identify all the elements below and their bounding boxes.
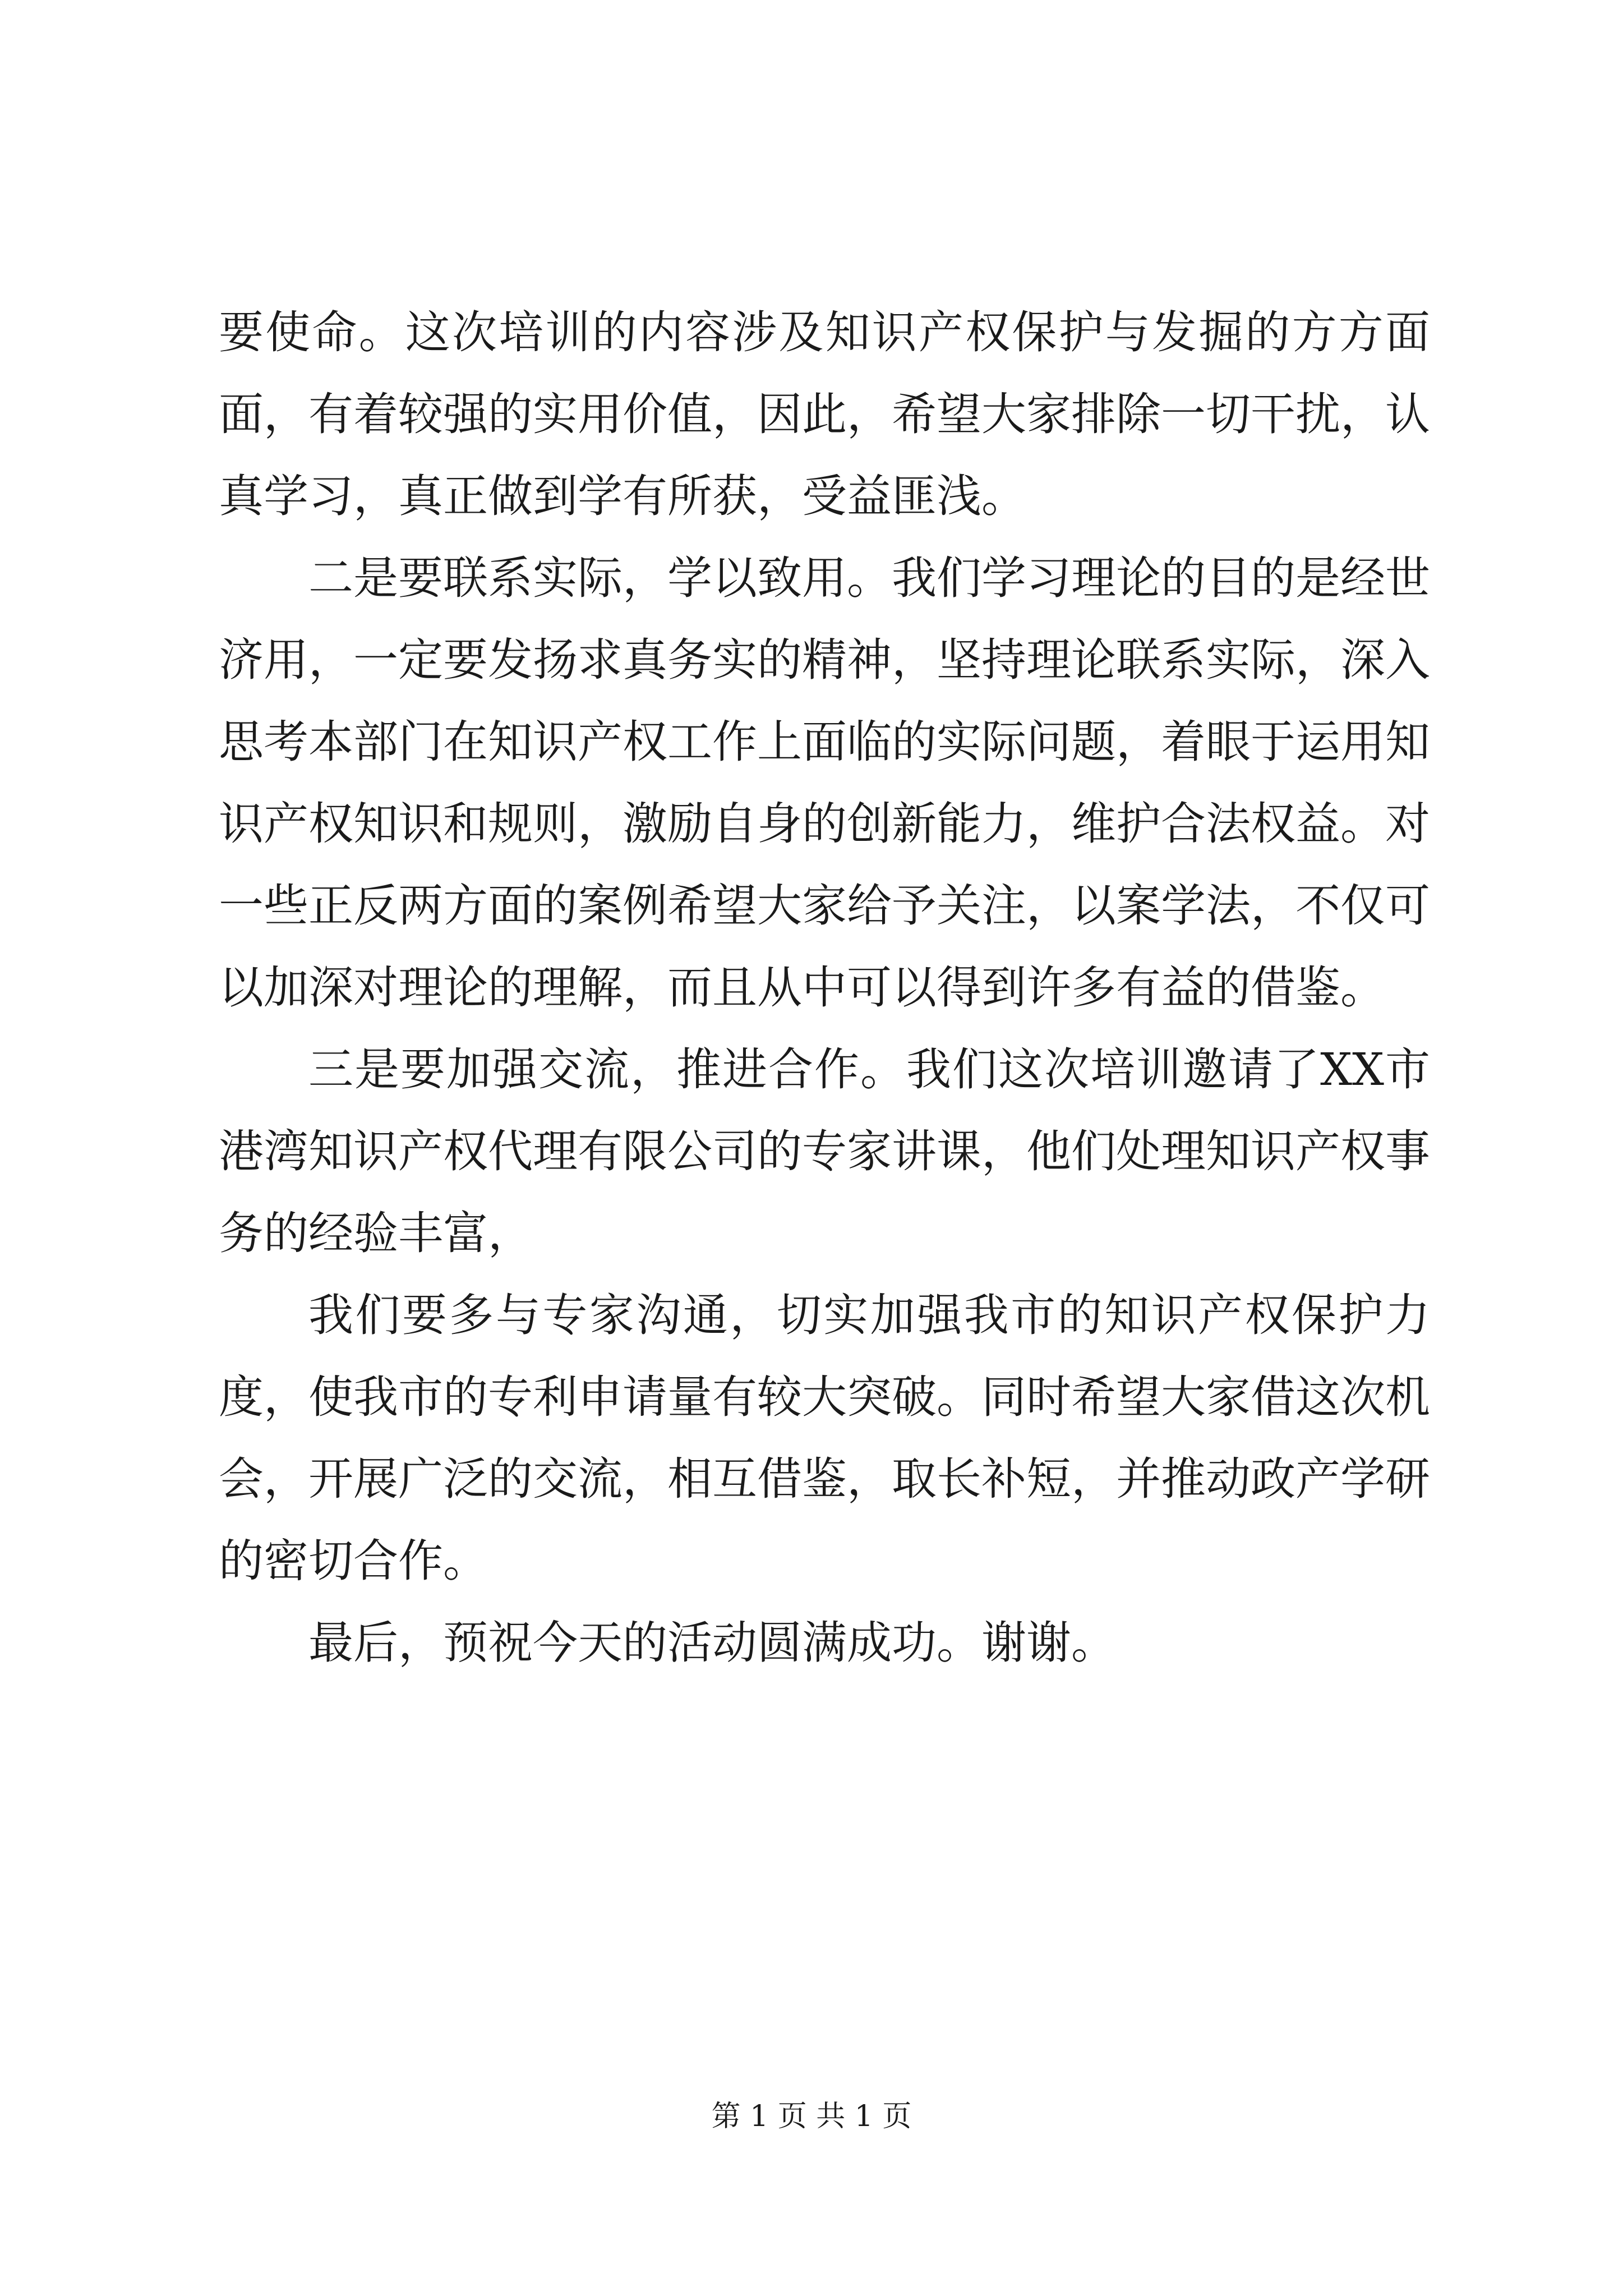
document-body [219,292,1430,1684]
paragraph-closing: 最后，预祝今天的活动圆满成功。谢谢。 [308,1617,1116,1669]
paragraph-point-two: 二是要联系实际，学以致用。我们学习理论的目的是经世济用，一定要发扬求真务实的精神，坚持理论联系实际，深入思考本部门在知识产权工作上面临的实际问题，着眼于运用知识产权知识和规则，激励自身的创新能力，维护合法权益。对一些正反两方面的案例希望大家给予关注，以案学法，不仅可以加深对理论的理解，而且从中可以得到许多有益的借鉴。 [219,552,1430,1014]
paragraph-point-three: 三是要加强交流，推进合作。我们这次培训邀请了XX市港湾知识产权代理有限公司的专家讲课，他们处理知识产权事务的经验丰富， [219,1043,1430,1259]
paragraph-expert-communication: 我们要多与专家沟通，切实加强我市的知识产权保护力度，使我市的专利申请量有较大突破。同时希望大家借这次机会，开展广泛的交流，相互借鉴，取长补短，并推动政产学研的密切合作。 [219,1289,1430,1587]
page-number-footer: 第 1 页 共 1 页 [711,2100,912,2133]
paragraph-continuation: 要使命。这次培训的内容涉及知识产权保护与发掘的方方面面，有着较强的实用价值，因此，希望大家排除一切干扰，认真学习，真正做到学有所获，受益匪浅。 [219,306,1430,522]
